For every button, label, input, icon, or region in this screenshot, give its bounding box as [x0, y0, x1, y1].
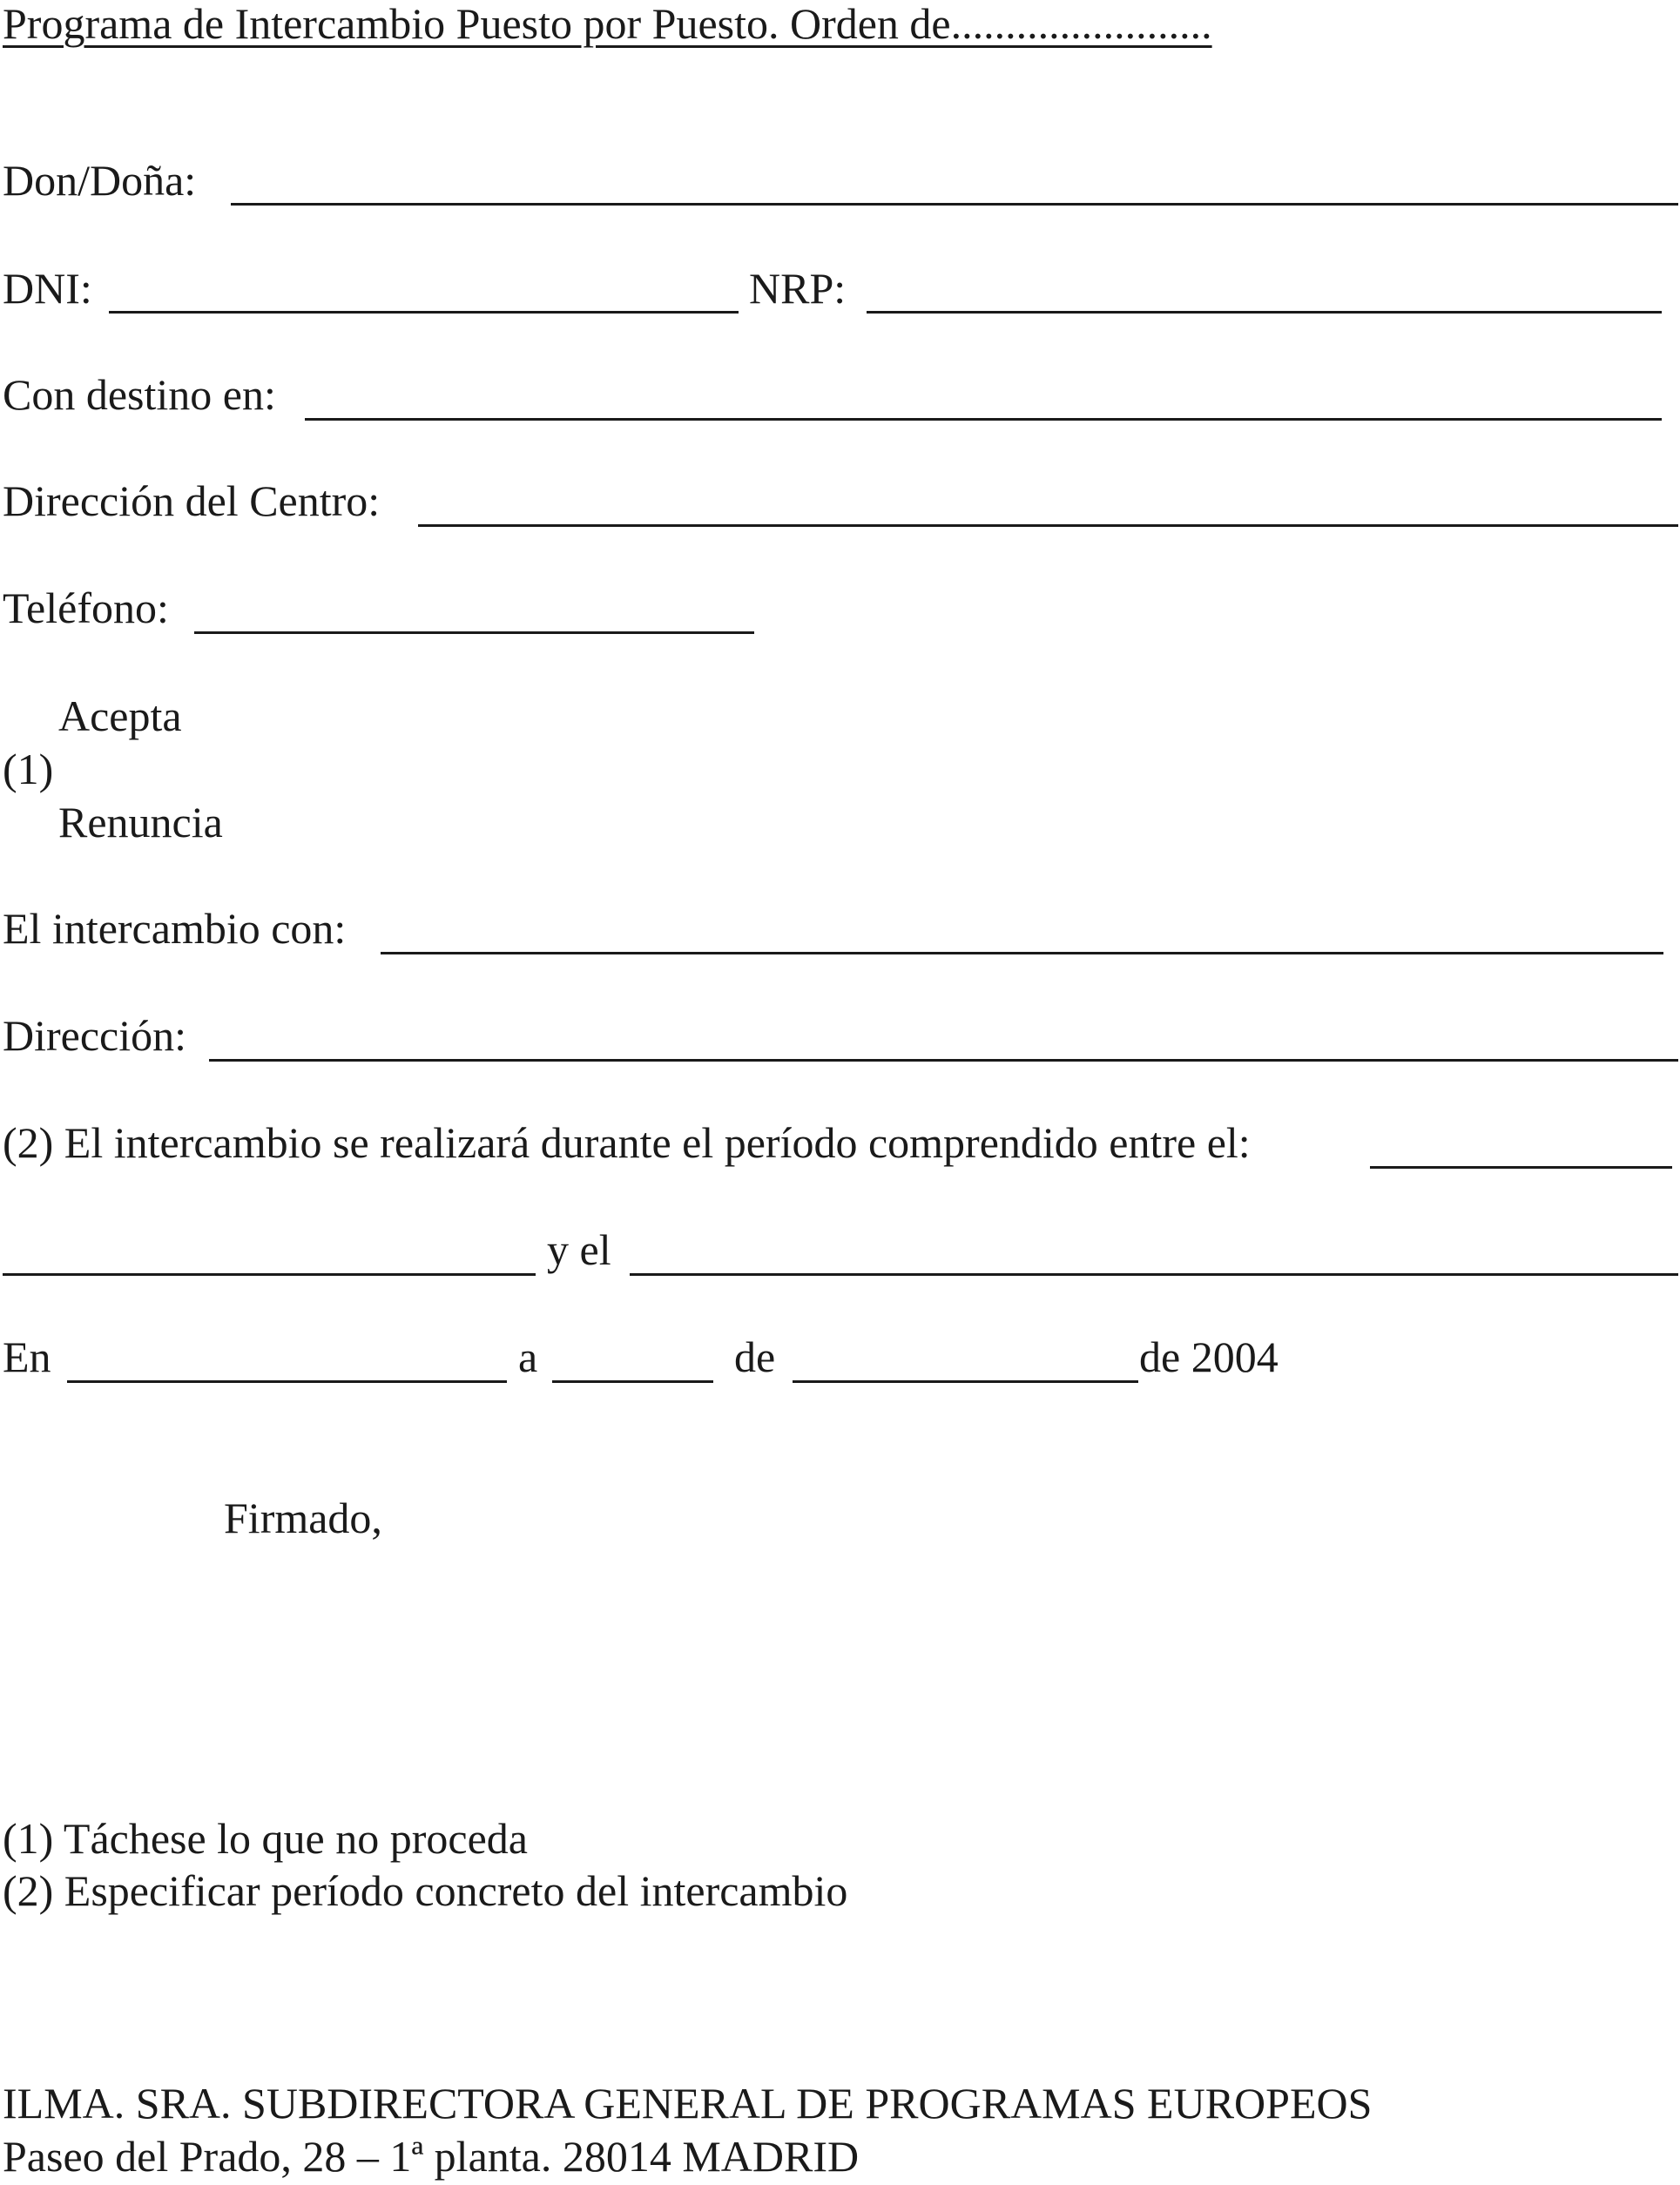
label-telefono: Teléfono:: [3, 583, 169, 632]
field-direccion-line[interactable]: [209, 1059, 1678, 1062]
label-don-dona: Don/Doña:: [3, 156, 197, 205]
field-place-line[interactable]: [67, 1380, 507, 1383]
label-de: de: [734, 1332, 776, 1381]
field-day-line[interactable]: [552, 1380, 713, 1383]
label-destino: Con destino en:: [3, 370, 276, 419]
label-year: de 2004: [1139, 1332, 1279, 1381]
label-en: En: [3, 1332, 51, 1381]
note-ref-1: (1): [3, 745, 54, 793]
label-nrp: NRP:: [749, 264, 847, 313]
field-month-line[interactable]: [793, 1380, 1138, 1383]
field-destino-line[interactable]: [305, 418, 1662, 421]
field-don-dona-line[interactable]: [231, 203, 1678, 206]
field-period-end-line[interactable]: [630, 1273, 1678, 1276]
footnote-1: (1) Táchese lo que no proceda: [3, 1814, 528, 1863]
field-intercambio-con-line[interactable]: [381, 952, 1663, 954]
label-dni: DNI:: [3, 264, 92, 313]
option-renuncia[interactable]: Renuncia: [58, 798, 223, 846]
field-dni-line[interactable]: [109, 311, 739, 314]
label-a: a: [518, 1332, 538, 1381]
label-direccion-centro: Dirección del Centro:: [3, 476, 381, 525]
label-y-el: y el: [547, 1225, 611, 1274]
field-period-start-line[interactable]: [1370, 1166, 1672, 1169]
signed-label: Firmado,: [224, 1494, 382, 1542]
addressee-line-2: Paseo del Prado, 28 – 1ª planta. 28014 MADRID: [3, 2132, 860, 2181]
period-text: (2) El intercambio se realizará durante el período comprendido entre el:: [3, 1118, 1251, 1167]
document-title: Programa de Intercambio Puesto por Puesto. Orden de........................: [3, 0, 1212, 48]
field-direccion-centro-line[interactable]: [418, 524, 1678, 527]
option-acepta[interactable]: Acepta: [58, 691, 182, 740]
addressee-line-1: ILMA. SRA. SUBDIRECTORA GENERAL DE PROGRAMAS EUROPEOS: [3, 2079, 1373, 2128]
label-direccion: Dirección:: [3, 1011, 187, 1060]
field-telefono-line[interactable]: [194, 631, 754, 634]
label-intercambio-con: El intercambio con:: [3, 904, 347, 953]
footnote-2: (2) Especificar período concreto del intercambio: [3, 1866, 848, 1915]
field-period-start-cont-line[interactable]: [3, 1273, 536, 1276]
field-nrp-line[interactable]: [867, 311, 1662, 314]
